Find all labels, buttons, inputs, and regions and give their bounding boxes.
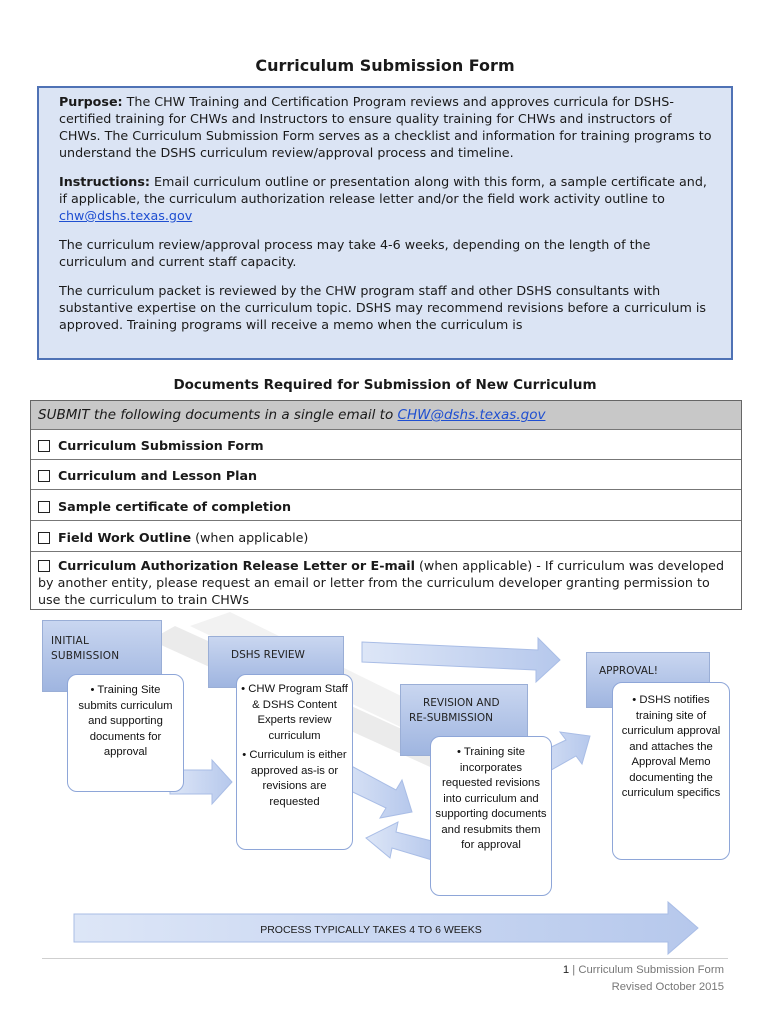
page-number: 1 — [562, 964, 570, 976]
review-step-text: • CHW Program Staff & DSHS Content Experts review curriculum — [241, 683, 348, 742]
arrow-left-icon — [366, 822, 436, 860]
email-link[interactable]: chw@dshs.texas.gov — [59, 208, 193, 223]
revision-box: • Training site incorporates requested revisions into curriculum and supporting documents and resubmits them for approval — [430, 736, 552, 896]
page-title: Curriculum Submission Form — [255, 56, 515, 75]
footer-divider — [42, 958, 728, 959]
revision-label-line1: REVISION AND — [423, 697, 500, 709]
document-title: Curriculum and Lesson Plan — [58, 468, 258, 483]
dshs-review-box — [236, 674, 353, 850]
review-outcome-text: • Curriculum is either approved as-is or revisions are requested — [242, 749, 347, 808]
footer-form-name: Curriculum Submission Form — [578, 964, 724, 976]
revision-label-line2: RE-SUBMISSION — [409, 712, 493, 724]
documents-heading: Documents Required for Submission of New Curriculum — [173, 377, 597, 393]
purpose-text: The CHW Training and Certification Program reviews and approves curricula for DSHS-certified training for CHWs and Instructors to ensure quality training for CHWs and instructors of CHWs. The Curriculum Submission Form serves as a checklist and information for training programs to understand the DSHS curriculum review/approval process and timeline. — [59, 94, 712, 160]
instructions-text: Email curriculum outline or presentation along with this form, a sample certificate and, if applicable, the curriculum authorization release letter and/or the field work activity outline to — [59, 174, 707, 206]
dshs-review-label: DSHS REVIEW — [231, 649, 305, 661]
approval-label: APPROVAL! — [599, 665, 658, 677]
submit-email-link[interactable]: CHW@dshs.texas.gov — [397, 407, 546, 423]
review-packet-paragraph: The curriculum packet is reviewed by the CHW program staff and other DSHS consultants with substantive expertise on the curriculum topic. DSHS may recommend revisions before a curriculum is approved. Training programs will receive a memo when the curriculum is — [59, 283, 706, 332]
submit-text: SUBMIT the following documents in a single email to — [38, 407, 398, 423]
initial-submission-box: • Training Site submits curriculum and supporting documents for approval — [67, 674, 184, 792]
purpose-label: Purpose: — [59, 94, 123, 109]
timeline-label: PROCESS TYPICALLY TAKES 4 TO 6 WEEKS — [260, 924, 482, 936]
arrow-right-icon — [362, 638, 560, 682]
document-title: Curriculum Submission Form — [58, 438, 264, 453]
initial-label-line1: INITIAL — [51, 635, 89, 647]
review-time-paragraph: The curriculum review/approval process may take 4-6 weeks, depending on the length of the curriculum and current staff capacity. — [59, 237, 651, 269]
document-row: Field Work Outline (when applicable) — [31, 520, 741, 551]
initial-label-line2: SUBMISSION — [51, 650, 120, 662]
footer-separator: | — [569, 964, 579, 976]
instructions-label: Instructions: — [59, 174, 150, 189]
document-row: Curriculum Authorization Release Letter or E-mail (when applicable) - If curriculum was developed by another entity, please request an email or letter from the curriculum developer granting permission to use the curriculum to train CHWs — [31, 551, 741, 609]
document-title: Sample certificate of completion — [58, 499, 292, 514]
document-title: Curriculum Authorization Release Letter or E-mail — [58, 558, 415, 573]
footer-page-line — [563, 964, 724, 976]
approval-box: • DSHS notifies training site of curriculum approval and attaches the Approval Memo documenting the curriculum specifics — [612, 682, 730, 860]
footer-revised: Revised October 2015 — [611, 981, 724, 993]
document-title: Field Work Outline — [58, 530, 192, 545]
